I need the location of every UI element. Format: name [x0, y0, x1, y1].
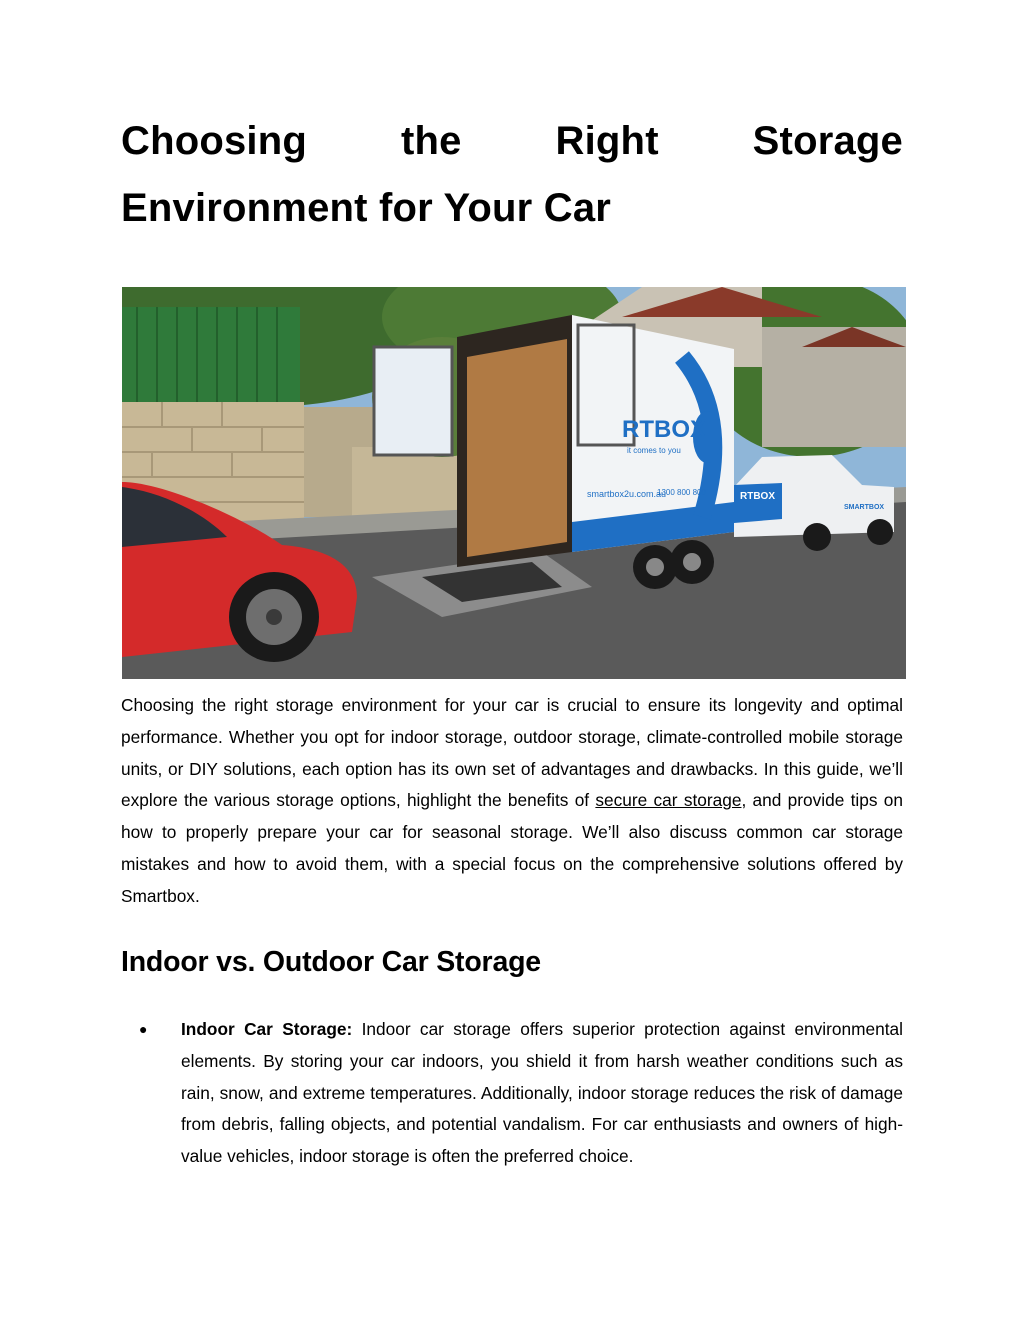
- section-heading: Indoor vs. Outdoor Car Storage: [121, 946, 541, 978]
- bullet-text: Indoor car storage offers superior protection against environmental elements. By storing your car indoors, you shield it from harsh weather conditions such as rain, snow, and extreme temperatures. Additionally, indoor storage reduces the risk of damage from debris, falling objects, and potential vandalism. For car enthusiasts and owners of high-value vehicles, indoor storage is often the preferred choice.: [181, 1019, 903, 1167]
- intro-paragraph: [121, 690, 903, 913]
- secure-car-storage-link[interactable]: secure car storage: [595, 790, 742, 811]
- trailer-url: smartbox2u.com.au: [587, 489, 667, 499]
- page-title: Choosing the Right Storage Environment for Your Car: [121, 119, 903, 230]
- trailer-tagline: it comes to you: [627, 446, 681, 455]
- bullet-item-indoor-car-storage: [121, 1014, 903, 1173]
- trailer-brand-text: RTBOX: [622, 416, 706, 443]
- bullet-label: Indoor Car Storage:: [181, 1019, 353, 1039]
- intro-text-before-link: Choosing the right storage environment for your car is crucial to ensure its longevity and optimal performance. Whether you opt for indoor storage, outdoor storage, climate-controlled mobile storage units, or DIY solutions, each option has its own set of advantages and drawbacks. In this guide, we’ll explore the various storage options, highlight the benefits of: [121, 695, 903, 811]
- bullet-list: [121, 1014, 903, 1173]
- trailer-phone: 1300 800 800: [657, 488, 706, 497]
- ute-brand-text: RTBOX: [740, 491, 775, 502]
- trailer-side-door: [374, 347, 452, 455]
- hero-image: [122, 287, 906, 679]
- bullet-marker: ●: [139, 1021, 148, 1037]
- green-fence: [122, 307, 300, 407]
- intro-text-after-link: , and provide tips on how to properly prepare your car for seasonal storage. We’ll also discuss common car storage mistakes and how to avoid them, with a special focus on the comprehensive solutions offered by Smartbox.: [121, 790, 903, 906]
- ute-door-text: SMARTBOX: [844, 504, 885, 511]
